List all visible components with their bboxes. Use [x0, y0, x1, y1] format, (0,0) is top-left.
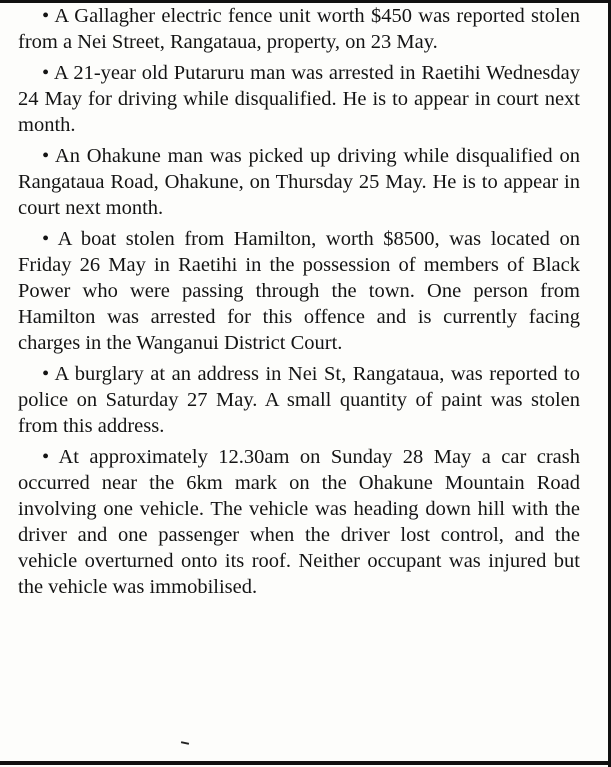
- police-report-column: [18, 3, 580, 605]
- print-speck: [181, 741, 189, 745]
- report-item-car-crash: • At approximately 12.30am on Sunday 28 May a car crash occurred near the 6km mark on the Ohakune Mountain Road involving one vehicle. The vehicle was heading down hill with the driver and one passenger when the driver lost control, and the vehicle overturned onto its roof. Neither occupant was injured but the vehicle was immobilised.: [18, 446, 580, 598]
- report-item-ohakune-driver: • An Ohakune man was picked up driving while disqualified on Rangataua Road, Ohakune, on Thursday 25 May. He is to appear in court next month.: [18, 145, 580, 219]
- report-item-burglary: • A burglary at an address in Nei St, Rangataua, was reported to police on Saturday 27 May. A small quantity of paint was stolen from this address.: [18, 363, 580, 437]
- bottom-rule: [0, 761, 611, 765]
- report-item-putaruru-arrest: • A 21-year old Putaruru man was arrested in Raetihi Wednesday 24 May for driving while disqualified. He is to appear in court next month.: [18, 62, 580, 136]
- report-item-stolen-boat: • A boat stolen from Hamilton, worth $8500, was located on Friday 26 May in Raetihi in the possession of members of Black Power who were passing through the town. One person from Hamilton was arrested for this offence and is currently facing charges in the Wanganui District Court.: [18, 228, 580, 354]
- report-item-fence-unit: • A Gallagher electric fence unit worth $450 was reported stolen from a Nei Street, Rangataua, property, on 23 May.: [18, 5, 580, 53]
